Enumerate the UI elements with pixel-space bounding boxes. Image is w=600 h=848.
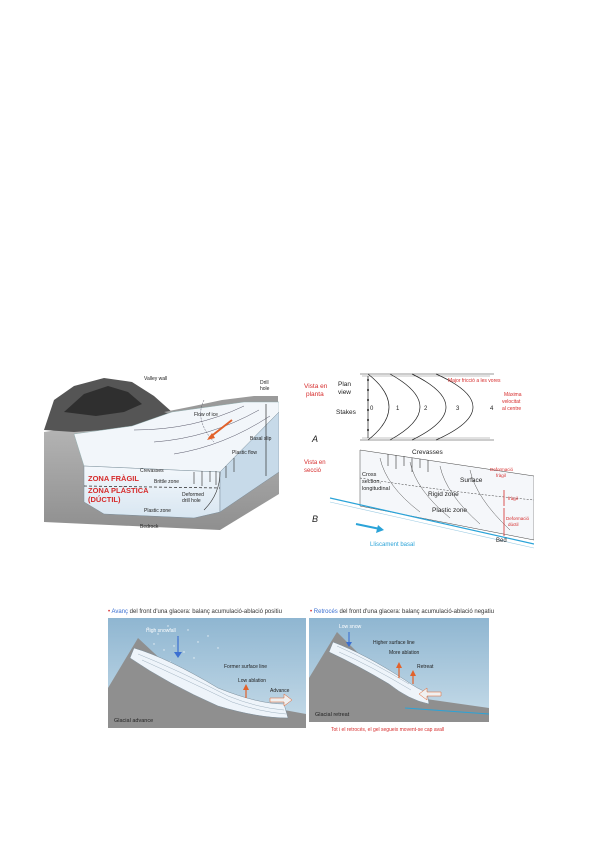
retreat-footer: Glacial retreat (315, 712, 350, 718)
basal-slip-label: Basal slip (250, 436, 272, 442)
zona-fragil-label: ZONA FRÀGIL (88, 474, 139, 483)
label-b: B (312, 514, 319, 524)
lliscament-label: Lliscament basal (370, 542, 415, 548)
stake-3: 3 (456, 406, 460, 412)
stake-1: 1 (396, 406, 400, 412)
fragil-small-label: fràgil (508, 496, 518, 501)
plan-view-label-2: view (338, 389, 352, 396)
glacial-advance-diagram (108, 618, 306, 728)
deformed-label-2: drill hole (182, 498, 201, 504)
max-vel-label-2: velocitat (502, 399, 521, 405)
plastic-zone-label: Plastic zone (144, 508, 171, 514)
bed-label: Bed (496, 538, 507, 544)
plastic-zone-section-label: Plastic zone (432, 507, 468, 514)
drill-hole-label-2: hole (260, 386, 270, 392)
low-snow-label: Low snow (339, 624, 362, 630)
stakes-label: Stakes (336, 409, 356, 416)
advance-label: Advance (270, 688, 290, 694)
deformacio-ductil-label-2: dúctil (508, 522, 519, 527)
crevasses-section-label: Crevasses (412, 449, 443, 456)
plan-view-label-1: Plan (338, 381, 352, 388)
ductil-label: (DÚCTIL) (88, 495, 121, 504)
deformed-label-1: Deformed (182, 492, 204, 498)
max-vel-label-3: al centre (502, 406, 522, 412)
advance-caption: • Avanç del front d'una glacera: balanç acumulació-ablació positiu (108, 609, 282, 615)
vista-planta-label-2: planta (306, 391, 324, 398)
glacial-retreat-diagram (309, 618, 489, 736)
low-ablation-label: Low ablation (238, 678, 267, 684)
more-ablation-label: More ablation (389, 650, 420, 656)
deformacio-ductil-label-1: Deformació (506, 516, 530, 521)
valley-wall-label: Valley wall (144, 376, 168, 382)
zona-plastica-label: ZONA PLÀSTICA (88, 486, 149, 495)
cross-label-2: section, (362, 479, 381, 485)
cross-label-3: longitudinal (362, 486, 390, 492)
max-vel-label-1: Màxima (504, 392, 522, 398)
plan-and-section-diagram (300, 366, 534, 552)
vista-seccio-label-2: secció (304, 468, 322, 474)
stake-0: 0 (370, 406, 374, 412)
stake-2: 2 (424, 406, 428, 412)
vista-planta-label-1: Vista en (304, 383, 328, 390)
drill-hole-label-1: Drill (260, 380, 269, 386)
label-a: A (312, 434, 319, 444)
deformacio-fragil-label-2: fràgil (496, 473, 506, 478)
higher-surface-label: Higher surface line (373, 640, 415, 646)
snow-label: High snowfall (146, 628, 176, 634)
flow-of-ice-label: Flow of ice (194, 412, 218, 418)
glacier-block-diagram (44, 372, 279, 532)
vista-seccio-label-1: Vista en (304, 460, 326, 466)
advance-footer: Glacial advance (114, 718, 154, 724)
surface-label: Surface (460, 477, 483, 484)
friccio-label: Major fricció a les vores (448, 378, 501, 384)
crevasses-label: Crevasses (140, 468, 164, 474)
deformacio-fragil-label-1: Deformació (490, 467, 514, 472)
surface-line-label: Former surface line (224, 664, 268, 670)
retreat-note: Tot i el retrocés, el gel segueix movent-se cap avall (331, 727, 445, 733)
rigid-zone-label: Rigid zone (428, 491, 459, 498)
bedrock-label: Bedrock (140, 524, 159, 530)
stake-4: 4 (490, 406, 494, 412)
retreat-label: Retreat (417, 664, 434, 670)
plastic-flow-label: Plastic flow (232, 450, 258, 456)
brittle-zone-label: Brittle zone (154, 479, 180, 485)
cross-label-1: Cross (362, 472, 377, 478)
retreat-caption: • Retrocés del front d'una glacera: balanç acumulació-ablació negatiu (310, 609, 495, 615)
